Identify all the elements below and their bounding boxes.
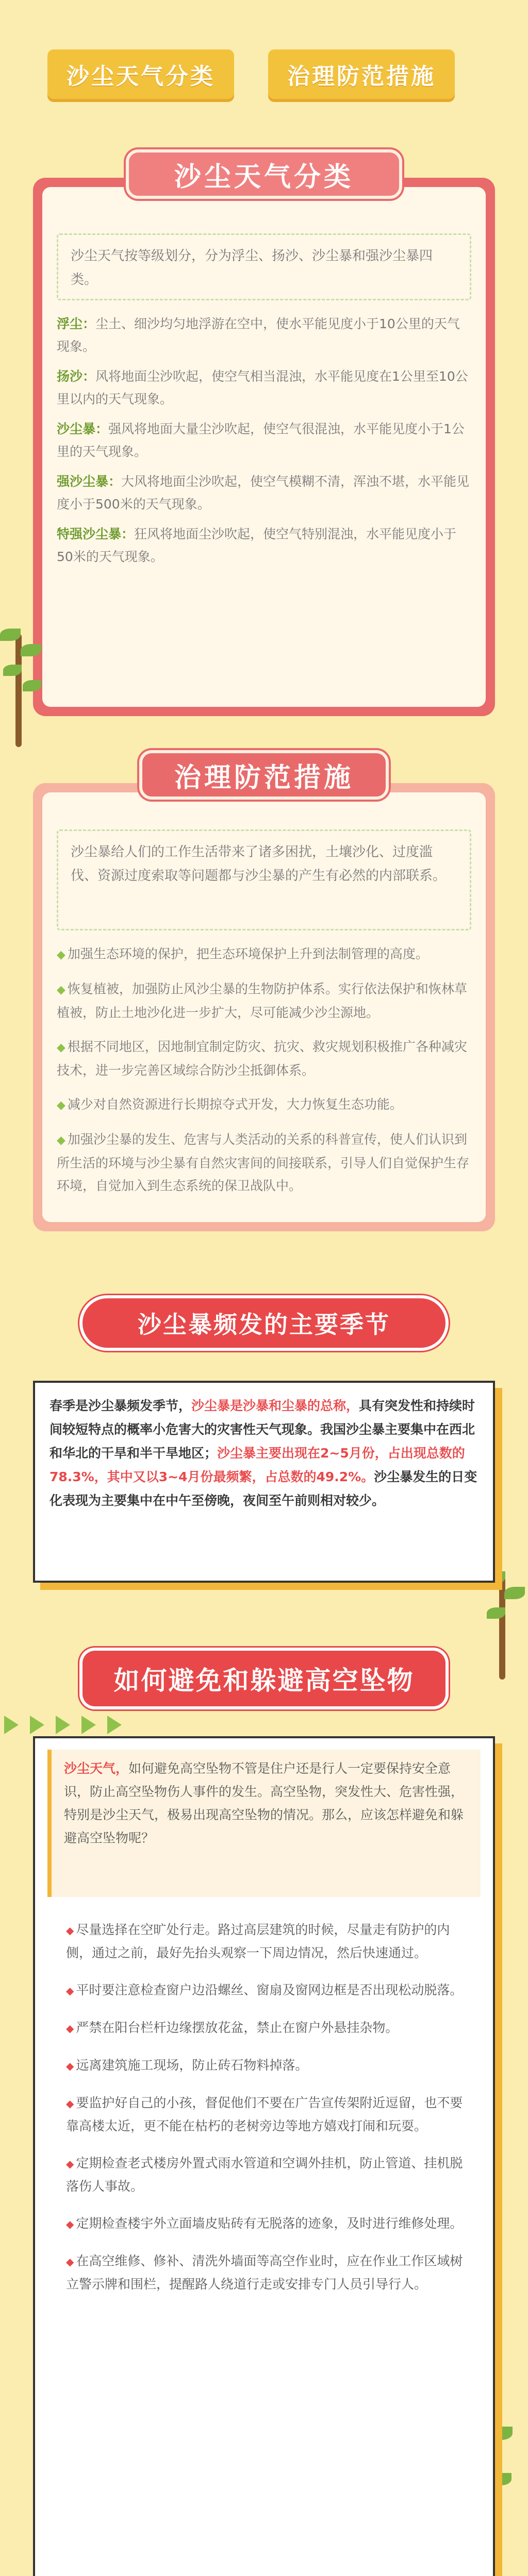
- list-item-text: 尽量选择在空旷处行走。路过高层建筑的时候，尽量走有防护的内侧，通过之前，最好先抬头观察一下周边情况，然后快速通过。: [66, 1922, 450, 1960]
- list-item-text: 恢复植被，加强防止风沙尘暴的生物防护体系。实行依法保护和恢林草植被，防止土地沙化进一步扩大，尽可能减少沙尘源地。: [57, 981, 467, 1020]
- list-item-text: 平时要注意检查窗户边沿螺丝、窗扇及窗网边框是否出现松动脱落。: [76, 1982, 463, 1997]
- diamond-icon: ◆: [66, 2022, 74, 2035]
- intro-text: 如何避免高空坠物不管是住户还是行人一定要保持安全意识，防止高空坠物伤人事件的发生。高空坠物，突发性大、危害性强，特别是沙尘天气，极易出现高空坠物的情况。那么，应该怎样避免和躲避高空坠物呢？: [64, 1761, 464, 1845]
- diamond-icon: ◆: [57, 948, 65, 961]
- falling-objects-title: 如何避免和躲避高空坠物: [82, 1651, 446, 1706]
- season-highlight: 沙尘暴主要出现在2~5月份，占出现总数的78.3%，其中又以3~4月份最频繁，占总数的49.2%。: [50, 1446, 465, 1484]
- prevention-intro: 沙尘暴给人们的工作生活带来了诸多困扰，土壤沙化、过度滥伐、资源过度索取等问题都与沙尘暴的产生有必然的内部联系。: [57, 829, 471, 930]
- dust-types-card: [33, 178, 495, 716]
- list-item: [66, 2212, 468, 2235]
- type-desc: 大风将地面尘沙吹起，使空气模糊不清，浑浊不堪，水平能见度小于500米的天气现象。: [57, 474, 470, 512]
- list-item-text: 要监护好自己的小孩，督促他们不要在广告宣传架附近逗留，也不要靠高楼太近，更不能在枯朽的老树旁边等地方嬉戏打闹和玩耍。: [66, 2095, 463, 2133]
- list-item: [66, 1979, 468, 2002]
- list-item: [57, 943, 471, 967]
- list-item: [66, 2152, 468, 2198]
- type-desc: 狂风将地面尘沙吹起，使空气特别混浊，水平能见度小于50米的天气现象。: [57, 527, 457, 564]
- list-item-text: 在高空维修、修补、清洗外墙面等高空作业时，应在作业工作区域树立警示牌和围栏，提醒路人绕道行走或安排专门人员引导行人。: [66, 2253, 463, 2292]
- list-item: [66, 1919, 468, 1964]
- list-item: [66, 2016, 468, 2040]
- season-text: 具有突发性和持续时间较短特点的概率小危害大的灾害性天气现象。我国沙尘暴主要集中在西北和华北的干旱和半干旱地区；: [50, 1398, 475, 1461]
- falling-objects-intro: [47, 1750, 481, 1897]
- list-item-text: 根据不同地区，因地制宜制定防灾、抗灾、救灾规划积极推广各种减灾技术，进一步完善区域综合防沙尘抵御体系。: [57, 1039, 467, 1078]
- type-name: 强沙尘暴：: [57, 474, 122, 489]
- diamond-icon: ◆: [66, 1924, 74, 1937]
- season-text: 春季是沙尘暴频发季节，: [50, 1398, 192, 1413]
- list-item-text: 严禁在阳台栏杆边缘摆放花盆，禁止在窗户外悬挂杂物。: [76, 2020, 399, 2035]
- diamond-icon: ◆: [66, 2218, 74, 2230]
- season-content: [33, 1381, 495, 1583]
- list-item: [66, 2250, 468, 2296]
- list-item: [57, 313, 471, 358]
- season-title: 沙尘暴频发的主要季节: [82, 1298, 446, 1348]
- diamond-icon: ◆: [66, 2158, 74, 2170]
- list-item: [57, 1093, 471, 1117]
- intro-highlight: 沙尘天气，: [64, 1761, 129, 1776]
- diamond-icon: ◆: [66, 2060, 74, 2072]
- diamond-icon: ◆: [66, 2256, 74, 2268]
- list-item-text: 定期检查老式楼房外置式雨水管道和空调外挂机，防止管道、挂机脱落伤人事故。: [66, 2156, 463, 2194]
- dust-types-intro: 沙尘天气按等级划分，分为浮尘、扬沙、沙尘暴和强沙尘暴四类。: [57, 233, 471, 300]
- list-item: [57, 1036, 471, 1082]
- type-name: 浮尘：: [57, 316, 96, 331]
- tab-prevention-measures: 治理防范措施: [268, 49, 455, 99]
- falling-objects-list: [66, 1919, 468, 2310]
- diamond-icon: ◆: [66, 2097, 74, 2110]
- type-desc: 风将地面尘沙吹起，使空气相当混浊，水平能见度在1公里至10公里以内的天气现象。: [57, 369, 468, 406]
- diamond-icon: ◆: [57, 1134, 65, 1147]
- tab-dust-weather-types: 沙尘天气分类: [47, 49, 234, 99]
- list-item-text: 减少对自然资源进行长期掠夺式开发，大力恢复生态功能。: [67, 1097, 403, 1112]
- dust-types-card-inner: [42, 187, 486, 707]
- dust-types-list: [57, 313, 471, 575]
- prevention-card-inner: [42, 792, 486, 1222]
- prevention-title: 治理防范措施: [139, 750, 389, 800]
- list-item: [66, 2092, 468, 2138]
- dust-types-title: 沙尘天气分类: [126, 149, 402, 199]
- list-item: [57, 1128, 471, 1197]
- falling-objects-content: [33, 1736, 495, 2576]
- season-text: 沙尘暴发生的日变化表现为主要集中在中午至傍晚，夜间至午前则相对较少。: [50, 1469, 477, 1508]
- type-desc: 强风将地面大量尘沙吹起，使空气很混浊，水平能见度小于1公里的天气现象。: [57, 421, 465, 459]
- list-item: [57, 978, 471, 1024]
- prevention-list: [57, 943, 471, 1209]
- diamond-icon: ◆: [57, 984, 65, 996]
- list-item-text: 加强生态环境的保护，把生态环境保护上升到法制管理的高度。: [67, 946, 428, 961]
- diamond-icon: ◆: [66, 1985, 74, 1997]
- prevention-card: [33, 783, 495, 1231]
- list-item: [66, 2054, 468, 2077]
- type-name: 扬沙：: [57, 369, 96, 384]
- type-name: 沙尘暴：: [57, 421, 109, 436]
- type-name: 特强沙尘暴：: [57, 527, 135, 541]
- list-item-text: 定期检查楼宇外立面墙皮贴砖有无脱落的迹象，及时进行维修处理。: [76, 2216, 463, 2231]
- list-item-text: 远离建筑施工现场，防止砖石物料掉落。: [76, 2058, 308, 2073]
- season-highlight: 沙尘暴是沙暴和尘暴的总称，: [191, 1398, 359, 1413]
- diamond-icon: ◆: [57, 1041, 65, 1054]
- list-item-text: 加强沙尘暴的发生、危害与人类活动的关系的科普宣传，使人们认识到所生活的环境与沙尘暴有自然灾害间的间接联系，引导人们自觉保护生存环境，自觉加入到生态系统的保卫战队中。: [57, 1132, 470, 1193]
- list-item: [57, 470, 471, 516]
- type-desc: 尘土、细沙均匀地浮游在空中，使水平能见度小于10公里的天气现象。: [57, 316, 460, 354]
- list-item: [57, 418, 471, 463]
- list-item: [57, 365, 471, 411]
- diamond-icon: ◆: [57, 1099, 65, 1112]
- list-item: [57, 523, 471, 568]
